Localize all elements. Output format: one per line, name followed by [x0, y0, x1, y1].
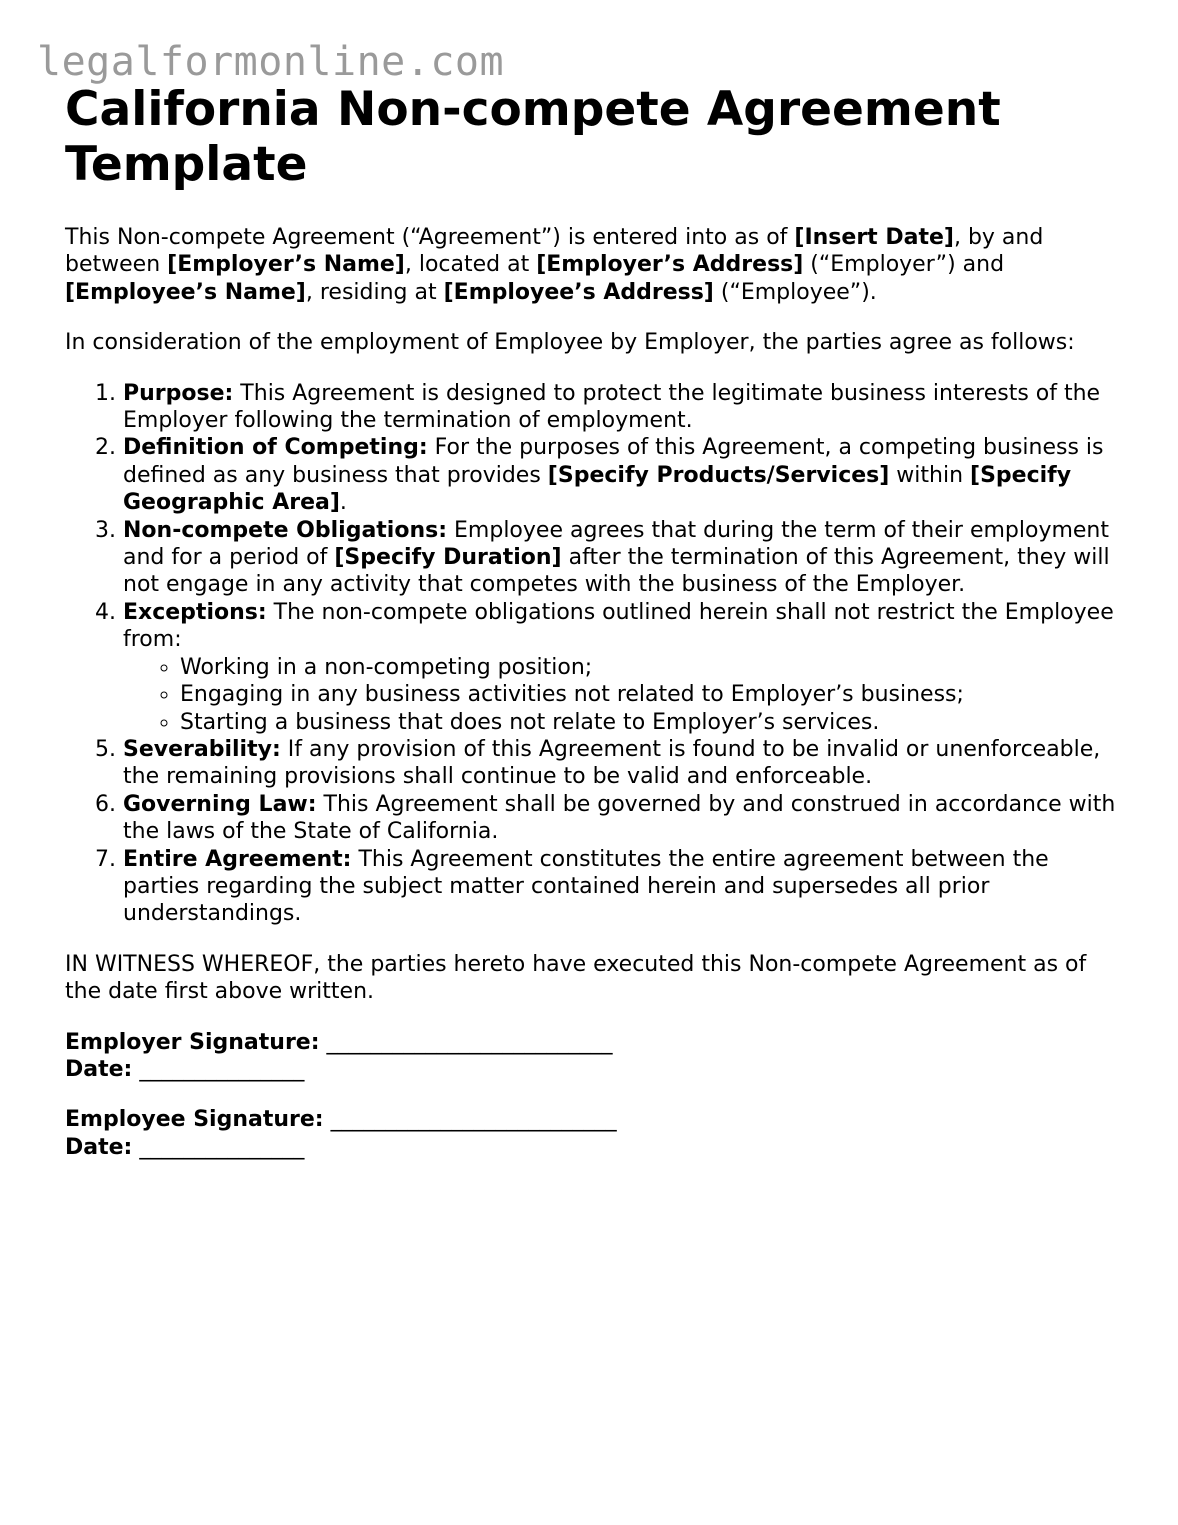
list-item: ◦ Working in a non-competing position; — [180, 654, 1125, 681]
employee-signature-line[interactable]: __________________________ — [330, 1107, 617, 1133]
clause-purpose: 1. Purpose: This Agreement is designed to protect the legitimate business interests of the Employer following the termination of employment. — [123, 380, 1125, 435]
intro-paragraph: This Non-compete Agreement (“Agreement”) is entered into as of [Insert Date], by and between [Employer’s Name], located at [Employer’s Address] (“Employer”) and [Employee’s Name], residing at [Employee’s Address] (“Employee”). — [65, 225, 1044, 305]
clause-entire-agreement: 7. Entire Agreement: This Agreement constitutes the entire agreement between the parties regarding the subject matter contained herein and supersedes all prior understandings. — [123, 846, 1125, 928]
witness-paragraph: IN WITNESS WHEREOF, the parties hereto have executed this Non-compete Agreement as of the date first above written. — [65, 951, 1087, 1005]
placeholder-products: [Specify Products/Services] — [547, 462, 890, 488]
clause-severability: 5. Severability: If any provision of this Agreement is found to be invalid or unenforceable, the remaining provisions shall continue to be valid and enforceable. — [123, 736, 1125, 791]
clause-list — [65, 380, 1125, 928]
consideration-paragraph: In consideration of the employment of Employee by Employer, the parties agree as follows: — [65, 330, 1075, 356]
employee-signature-row: Employee Signature: __________________________ — [65, 1107, 617, 1133]
clause-exceptions: 4. Exceptions: The non-compete obligations outlined herein shall not restrict the Employee from: ◦ Working in a non-competing position; ◦ Engaging in any business activities not related to Employer’s business; ◦ Starting a business that does not relate to Employer’s services. — [123, 599, 1125, 736]
employee-signature-block — [65, 1106, 1125, 1161]
exceptions-list — [123, 654, 1125, 736]
clause-definition: 2. Definition of Competing: For the purposes of this Agreement, a competing business is defined as any business that provides [Specify Products/Services] within [Specify Geographic Area]. — [123, 434, 1125, 516]
placeholder-duration: [Specify Duration] — [334, 545, 562, 571]
clause-obligations: 3. Non-compete Obligations: Employee agrees that during the term of their employment and for a period of [Specify Duration] after the termination of this Agreement, they will not engage in any activity that competes with the business of the Employer. — [123, 517, 1125, 599]
employee-date-line[interactable]: _______________ — [139, 1134, 305, 1160]
placeholder-area: [Specify Geographic Area] — [123, 462, 1072, 516]
employer-signature-block — [65, 1029, 1125, 1084]
employer-signature-row: Employer Signature: __________________________ — [65, 1029, 613, 1055]
list-item: ◦ Engaging in any business activities not related to Employer’s business; — [180, 681, 1125, 708]
placeholder-employee-address: [Employee’s Address] — [443, 279, 714, 305]
watermark: legalformonline.com — [37, 39, 505, 85]
document-body — [65, 82, 1125, 1184]
placeholder-employee-name: [Employee’s Name] — [65, 279, 306, 305]
placeholder-employer-address: [Employer’s Address] — [536, 252, 804, 278]
placeholder-date: [Insert Date] — [794, 225, 954, 250]
page-title: California Non-compete Agreement Template — [65, 82, 1001, 192]
list-item: ◦ Starting a business that does not relate to Employer’s services. — [180, 709, 1125, 736]
placeholder-employer-name: [Employer’s Name] — [167, 252, 405, 278]
employer-date-line[interactable]: _______________ — [139, 1056, 305, 1082]
employee-date-row: Date: _______________ — [65, 1134, 305, 1160]
employer-signature-line[interactable]: __________________________ — [326, 1029, 613, 1055]
clause-governing-law: 6. Governing Law: This Agreement shall be governed by and construed in accordance with the laws of the State of California. — [123, 791, 1125, 846]
employer-date-row: Date: _______________ — [65, 1056, 305, 1082]
